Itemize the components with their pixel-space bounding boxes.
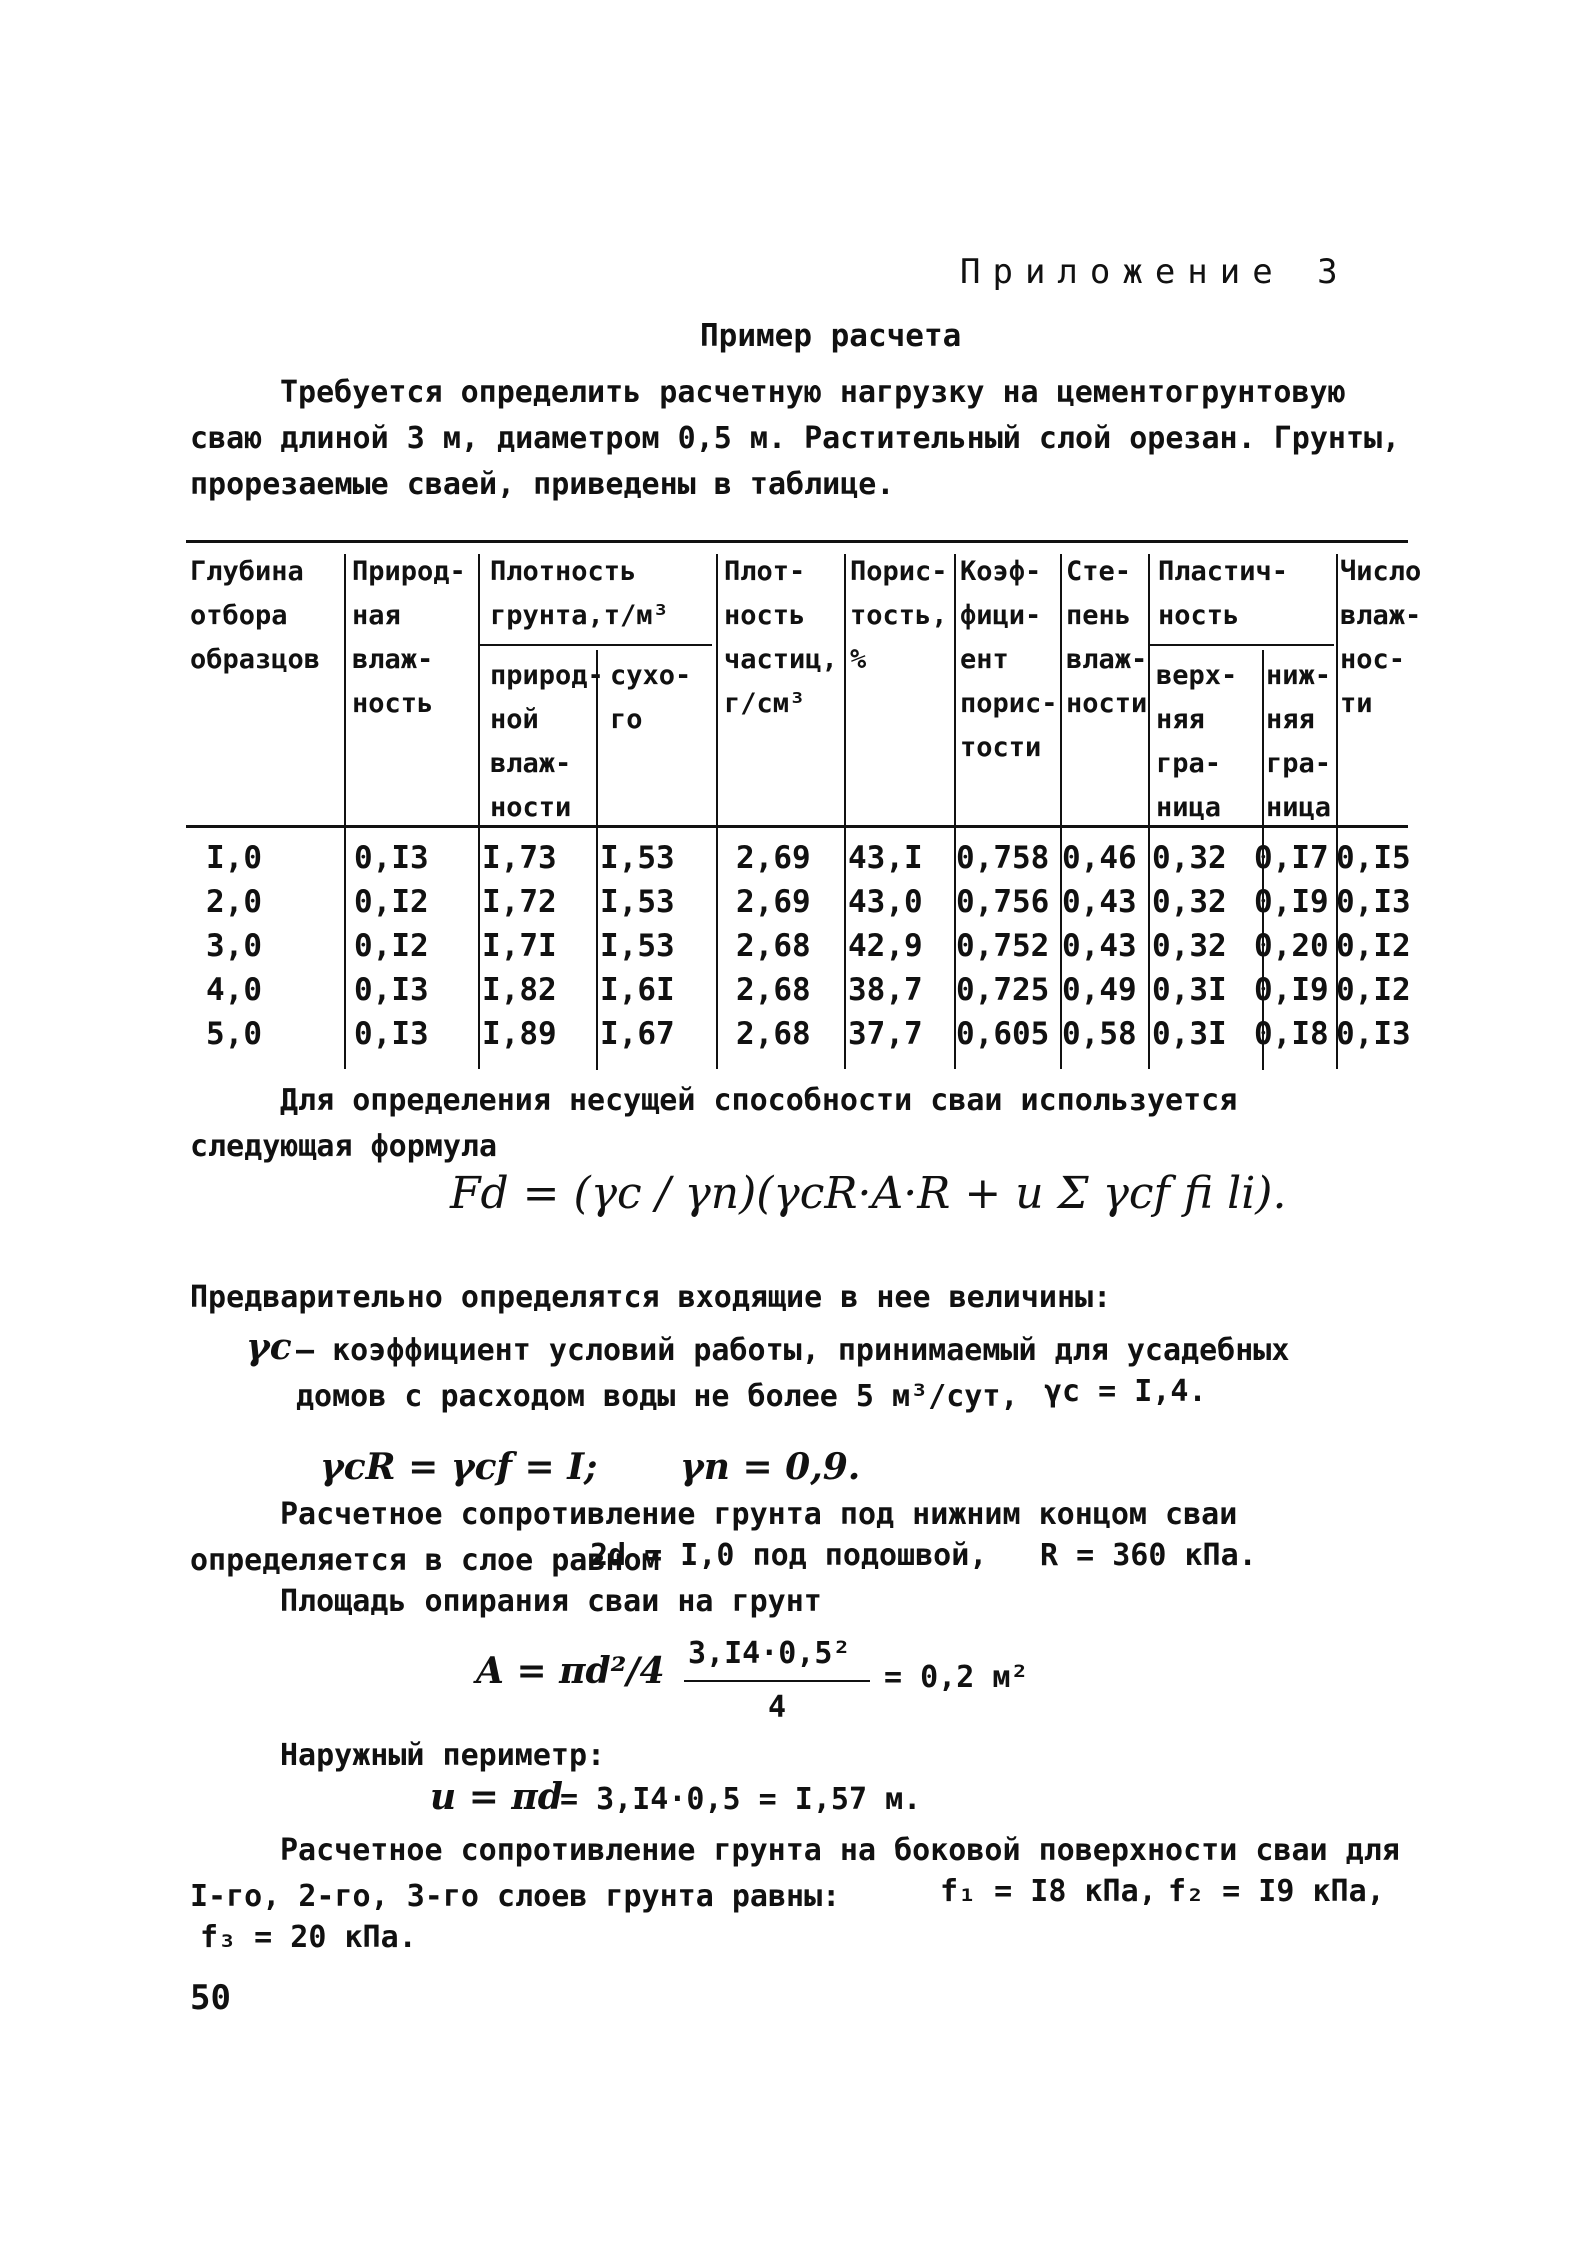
document-page: Приложение 3 Пример расчета Требуется определить расчетную нагрузку на цементогрунтовую сваю длиной 3 м, диаметром 0,5 м. Растительный слой орезан. Грунты, прорезаемые сваей, приведены в таблице. Глубина отбора образцов Природ- ная влаж- ность Плотность грунта,т/м³ природ- ной влаж- ности сухо- го Плот- ность частиц, г/см³ Порис- тость, % Коэф- фици- ент порис- тости Сте- пень влаж- ности Пластич- ность верх- няя гра- ница ниж- няя гра- ница Число влаж- нос- ти I,0 0,I3 I,73 I,53 2,69 43,I 0,758 0,46 0,32 0,I7 0,I5 2,0 0,I2 I,72 I,53 2,69 43,0 0,756 0,43 0,32 0,I9 0,I3 3,0 0,I2 I,7I I,53 2,68 42,9 0,752 0,43 0,32 0,20 0,I2 4,0 0,I3 I,82 I,6I 2,68 38,7 0,725 0,49 0,3I 0,I9 0,I2 5,0 0,I3 I,89 I,67 2,68 37,7 0,605 0,58 0,3I 0,I8 0,I3 Для определения несущей способности сваи используется следующая формула Fd = (γc / γn)(γcR·A·R + u Σ γcf fi li). Предварительно определятся входящие в нее величины: γc – коэффициент условий работы, принимаемый для усадебных домов с расходом воды не более 5 м³/сут, γc = I,4. γcR = γcf = I; γn = 0,9. Расчетное сопротивление грунта под нижним концом сваи определяется в слое равном 2d = I,0 под подошвой, R = 360 кПа. Площадь опирания сваи на грунт A = πd²/4 3,I4·0,5² 4 = 0,2 м² Наружный периметр: u = πd = 3,I4·0,5 = I,57 м. Расчетное сопротивление грунта на боковой поверхности сваи для I-го, 2-го, 3-го слоев грунта равны: f₁ = I8 кПа, f₂ = I9 кПа, f₃ = 20 кПа. 50: [0, 0, 1594, 2245]
gamma-n-coefficient: γn = 0,9.: [680, 1446, 861, 1488]
side-resistance-text: Расчетное сопротивление грунта на боковой поверхности сваи для I-го, 2-го, 3-го слоев грунта равны:: [190, 1833, 1400, 1914]
table-divider: [478, 554, 480, 1069]
bearing-capacity-formula: Fd = (γc / γn)(γcR·A·R + u Σ γcf fi li).: [450, 1168, 1287, 1219]
resistance-depth: 2d = I,0 под подошвой,: [590, 1538, 988, 1573]
header-plasticity-group: Пластич- ность: [1158, 556, 1289, 631]
intro-paragraph: Требуется определить расчетную нагрузку на цементогрунтовую сваю длиной 3 м, диаметром 0,5 м. Растительный слой орезан. Грунты, прорезаемые сваей, приведены в таблице.: [190, 375, 1401, 502]
side-f2: f₂ = I9 кПа,: [1168, 1874, 1385, 1909]
header-plasticity-index: Число влаж- нос- ти: [1340, 556, 1422, 719]
perimeter-formula-rhs: = 3,I4·0,5 = I,57 м.: [560, 1782, 922, 1817]
area-text: Площадь опирания сваи на грунт: [280, 1584, 822, 1619]
header-saturation: Сте- пень влаж- ности: [1066, 556, 1148, 719]
side-f1: f₁ = I8 кПа,: [940, 1874, 1157, 1909]
appendix-label: Приложение 3: [960, 252, 1350, 292]
header-density-dry: сухо- го: [610, 660, 692, 735]
area-formula-numerator: 3,I4·0,5²: [688, 1636, 851, 1671]
plasticity-group-rule: [1150, 644, 1334, 646]
gamma-c-description: – коэффициент условий работы, принимаемый для усадебных домов с расходом воды не более 5 м³/сут,: [296, 1333, 1290, 1414]
area-formula-lhs: A = πd²/4: [476, 1650, 665, 1692]
pre-text: Предварительно определятся входящие в нее величины:: [190, 1280, 1112, 1315]
gamma-c-value: γc = I,4.: [1044, 1374, 1207, 1409]
gamma-cr-coefficient: γcR = γcf = I;: [320, 1446, 598, 1488]
table-divider: [844, 554, 846, 1069]
perimeter-text: Наружный периметр:: [280, 1738, 606, 1773]
formula-intro: Для определения несущей способности сваи используется следующая формула: [190, 1083, 1238, 1164]
area-formula-denominator: 4: [768, 1690, 787, 1725]
perimeter-formula-lhs: u = πd: [430, 1776, 563, 1818]
header-void-ratio: Коэф- фици- ент порис- тости: [960, 556, 1058, 763]
header-plastic-limit: ниж- няя гра- ница: [1266, 660, 1332, 823]
header-depth: Глубина отбора образцов: [190, 556, 321, 675]
header-density-group: Плотность грунта,т/м³: [490, 556, 669, 631]
gamma-c-symbol: γc: [246, 1326, 292, 1368]
page-number: 50: [190, 1978, 231, 2018]
area-formula-result: = 0,2 м²: [884, 1660, 1029, 1695]
example-title: Пример расчета: [700, 318, 962, 354]
table-divider: [716, 554, 718, 1069]
table-top-rule: [186, 540, 1408, 543]
table-divider: [344, 554, 346, 1069]
header-moisture: Природ- ная влаж- ность: [352, 556, 466, 719]
table-divider: [1148, 554, 1150, 1069]
header-liquid-limit: верх- няя гра- ница: [1156, 660, 1238, 823]
resistance-text: Расчетное сопротивление грунта под нижним концом сваи определяется в слое равном: [190, 1497, 1238, 1578]
side-f3: f₃ = 20 кПа.: [200, 1920, 417, 1955]
header-density-natural: природ- ной влаж- ности: [490, 660, 604, 823]
resistance-value: R = 360 кПа.: [1040, 1538, 1257, 1573]
density-group-rule: [480, 644, 712, 646]
fraction-bar: [684, 1680, 870, 1682]
header-particle-density: Плот- ность частиц, г/см³: [724, 556, 838, 719]
header-porosity: Порис- тость, %: [850, 556, 948, 675]
